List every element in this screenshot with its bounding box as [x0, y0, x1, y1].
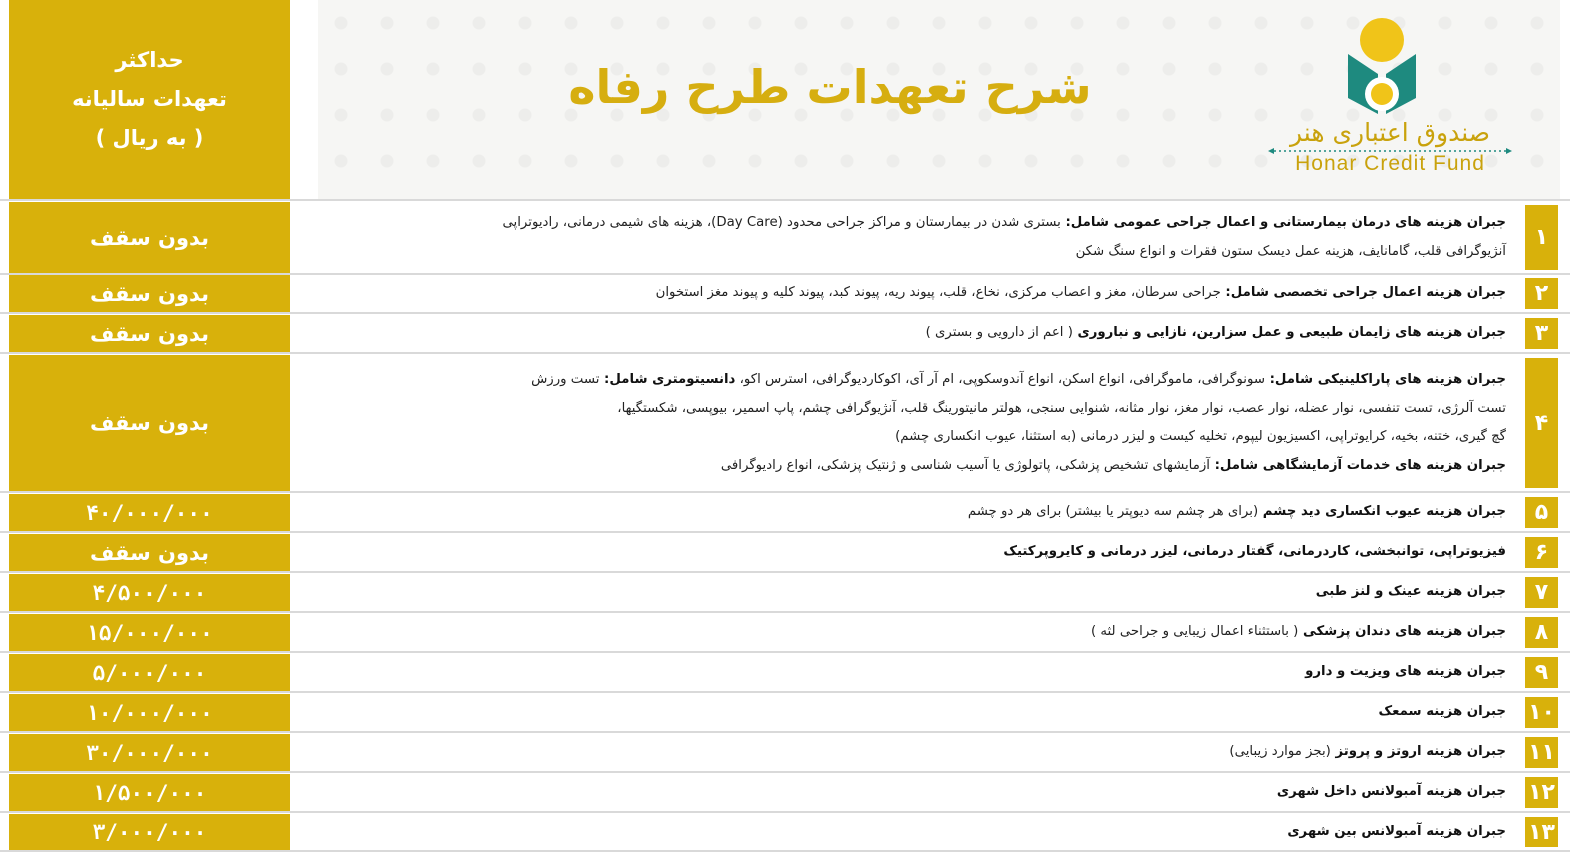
- table-row: [0, 275, 1570, 312]
- description-line: [378, 279, 1506, 308]
- max-label-line3: ( به ریال ): [95, 126, 204, 150]
- description-line: [378, 698, 1506, 727]
- description-line: [378, 778, 1506, 807]
- logo-text-fa: صندوق اعتباری هنر: [1290, 118, 1490, 147]
- description-text: جراحی سرطان، مغز و اعصاب مرکزی، نخاع، قلب، پیوند ریه، پیوند کبد، پیوند کلیه و پیوند مغز استخوان: [655, 285, 1221, 301]
- description-bold-text: دانسیتومتری شامل:: [599, 372, 736, 387]
- description-cell: [378, 614, 1506, 651]
- description-text: گچ گیری، ختنه، بخیه، کرایوتراپی، اکسیزیون لیپوم، تخلیه کیست و لیزر درمانی (به استثنا، عیوب انکساری چشم): [895, 429, 1506, 444]
- row-number-badge: ۱۳: [1525, 817, 1558, 847]
- description-cell: [378, 494, 1506, 531]
- table-row: [0, 534, 1570, 571]
- description-text: سونوگرافی، ماموگرافی، انواع اسکن، انواع آندوسکوپی، ام آر آی، اکوکاردیوگرافی، استرس اکو،: [735, 372, 1265, 387]
- row-number-badge: ۸: [1525, 617, 1558, 648]
- description-line: [378, 498, 1506, 527]
- max-annual-header: [9, 0, 290, 199]
- row-number-badge: ۵: [1525, 497, 1558, 528]
- max-amount-cell: ۱/۵۰۰/۰۰۰: [9, 774, 290, 811]
- row-number-badge: ۳: [1525, 318, 1558, 349]
- max-amount-cell: ۱۵/۰۰۰/۰۰۰: [9, 614, 290, 651]
- row-separator: [0, 312, 1570, 314]
- max-amount-cell: بدون سقف: [9, 534, 290, 571]
- table-row: [0, 614, 1570, 651]
- max-amount-cell: ۴۰/۰۰۰/۰۰۰: [9, 494, 290, 531]
- max-amount-cell: بدون سقف: [9, 355, 290, 491]
- description-text: آزمایشهای تشخیص پزشکی، پاتولوژی یا آسیب شناسی و ژنتیک پزشکی، انواع رادیوگرافی: [720, 457, 1210, 473]
- description-line: [378, 452, 1506, 481]
- description-cell: [378, 534, 1506, 571]
- description-line: [378, 209, 1506, 238]
- row-separator: [0, 651, 1570, 653]
- max-amount-cell: ۳/۰۰۰/۰۰۰: [9, 814, 290, 850]
- table-row: [0, 355, 1570, 491]
- description-cell: [378, 275, 1506, 312]
- row-separator: [0, 811, 1570, 813]
- max-amount-cell: بدون سقف: [9, 315, 290, 352]
- description-bold-text: جبران هزینه سمعک: [1378, 704, 1506, 720]
- description-text: ( باستثناء اعمال زیبایی و جراحی لثه ): [1090, 624, 1299, 640]
- description-cell: [378, 654, 1506, 691]
- table-row: [0, 202, 1570, 273]
- table-row: [0, 774, 1570, 811]
- page-title: شرح تعهدات طرح رفاه: [568, 60, 1092, 114]
- description-bold-text: جبران هزینه عیوب انکساری دید چشم: [1258, 504, 1506, 520]
- description-bold-text: جبران هزینه عینک و لنز طبی: [1315, 584, 1506, 600]
- row-separator: [0, 691, 1570, 693]
- max-amount-cell: ۳۰/۰۰۰/۰۰۰: [9, 734, 290, 771]
- row-number-badge: ۷: [1525, 577, 1558, 608]
- row-number-badge: ۴: [1525, 358, 1558, 488]
- description-text: (برای هر چشم سه دیوپتر یا بیشتر) برای هر دو چشم: [967, 504, 1259, 520]
- description-line: [378, 818, 1506, 847]
- row-separator: [0, 199, 1570, 201]
- description-bold-text: جبران هزینه های دندان پزشکی: [1298, 624, 1506, 640]
- row-number-badge: ۹: [1525, 657, 1558, 688]
- max-label-line1: حداکثر: [115, 48, 184, 72]
- description-bold-text: جبران هزینه های ویزیت و دارو: [1305, 664, 1506, 680]
- max-amount-cell: ۴/۵۰۰/۰۰۰: [9, 574, 290, 611]
- description-line: [378, 366, 1506, 395]
- description-line: [378, 538, 1506, 567]
- table-row: [0, 694, 1570, 731]
- logo-text-en: Honar Credit Fund: [1295, 152, 1485, 175]
- description-text: ( اعم از دارویی و بستری ): [925, 325, 1073, 341]
- row-number-badge: ۱۱: [1525, 737, 1558, 768]
- description-line: [378, 238, 1506, 267]
- description-bold-text: جبران هزینه اعمال جراحی تخصصی شامل:: [1220, 285, 1506, 301]
- description-line: [378, 395, 1506, 424]
- description-line: [378, 618, 1506, 647]
- description-cell: [378, 315, 1506, 352]
- row-number-badge: ۶: [1525, 537, 1558, 568]
- description-cell: [378, 355, 1506, 491]
- description-bold-text: جبران هزینه اروتز و پروتز: [1330, 744, 1506, 760]
- row-number-badge: ۱۰: [1525, 697, 1558, 728]
- description-bold-text: جبران هزینه های پاراکلینیکی شامل:: [1264, 372, 1506, 387]
- table-row: [0, 814, 1570, 850]
- row-separator: [0, 731, 1570, 733]
- description-text: آنژیوگرافی قلب، گامانایف، هزینه عمل دیسک ستون فقرات و انواع سنگ شکن: [1075, 243, 1506, 259]
- table-row: [0, 494, 1570, 531]
- row-separator: [0, 352, 1570, 354]
- description-line: [378, 578, 1506, 607]
- max-amount-cell: بدون سقف: [9, 275, 290, 312]
- description-cell: [378, 574, 1506, 611]
- row-number-badge: ۲: [1525, 278, 1558, 309]
- row-number-badge: ۱: [1525, 205, 1558, 270]
- description-text: تست آلرژی، تست تنفسی، نوار عضله، نوار عصب، نوار مغز، نوار مثانه، شنوایی سنجی، هولتر مانیتورینگ قلب، آنژیوگرافی چشم، پاپ اسمیر، بیوپسی، شکستگیها،: [617, 400, 1506, 416]
- description-line: [378, 658, 1506, 687]
- row-separator: [0, 611, 1570, 613]
- max-label-line2: تعهدات سالیانه: [72, 87, 227, 111]
- description-bold-text: جبران هزینه آمبولانس بین شهری: [1287, 823, 1506, 839]
- description-line: [378, 738, 1506, 767]
- description-cell: [378, 814, 1506, 850]
- description-cell: [378, 202, 1506, 273]
- description-cell: [378, 694, 1506, 731]
- description-bold-text: جبران هزینه آمبولانس داخل شهری: [1276, 784, 1506, 800]
- max-amount-cell: ۱۰/۰۰۰/۰۰۰: [9, 694, 290, 731]
- table-row: [0, 654, 1570, 691]
- description-cell: [378, 734, 1506, 771]
- row-separator: [0, 531, 1570, 533]
- row-separator: [0, 771, 1570, 773]
- table-row: [0, 734, 1570, 771]
- description-bold-text: جبران هزینه های زایمان طبیعی و عمل سزارین، نازایی و نباروری: [1072, 325, 1506, 341]
- row-separator: [0, 571, 1570, 573]
- description-text: بستری شدن در بیمارستان و مراکز جراحی محدود (Day Care)، هزینه های شیمی درمانی، رادیوتراپی: [502, 215, 1061, 230]
- description-line: [378, 423, 1506, 452]
- description-bold-text: جبران هزینه های درمان بیمارستانی و اعمال جراحی عمومی شامل:: [1060, 215, 1506, 230]
- max-amount-cell: بدون سقف: [9, 202, 290, 273]
- max-amount-cell: ۵/۰۰۰/۰۰۰: [9, 654, 290, 691]
- table-row: [0, 574, 1570, 611]
- row-number-badge: ۱۲: [1525, 777, 1558, 808]
- description-text: (بجز موارد زیبایی): [1229, 744, 1331, 760]
- description-cell: [378, 774, 1506, 811]
- row-separator: [0, 491, 1570, 493]
- description-line: [378, 319, 1506, 348]
- description-text: تست ورزش: [531, 372, 600, 387]
- description-bold-text: جبران هزینه های خدمات آزمایشگاهی شامل:: [1209, 457, 1506, 473]
- description-bold-text: فیزیوتراپی، توانبخشی، کاردرمانی، گفتار درمانی، لیزر درمانی و کایروپرکتیک: [1003, 544, 1506, 560]
- table-row: [0, 315, 1570, 352]
